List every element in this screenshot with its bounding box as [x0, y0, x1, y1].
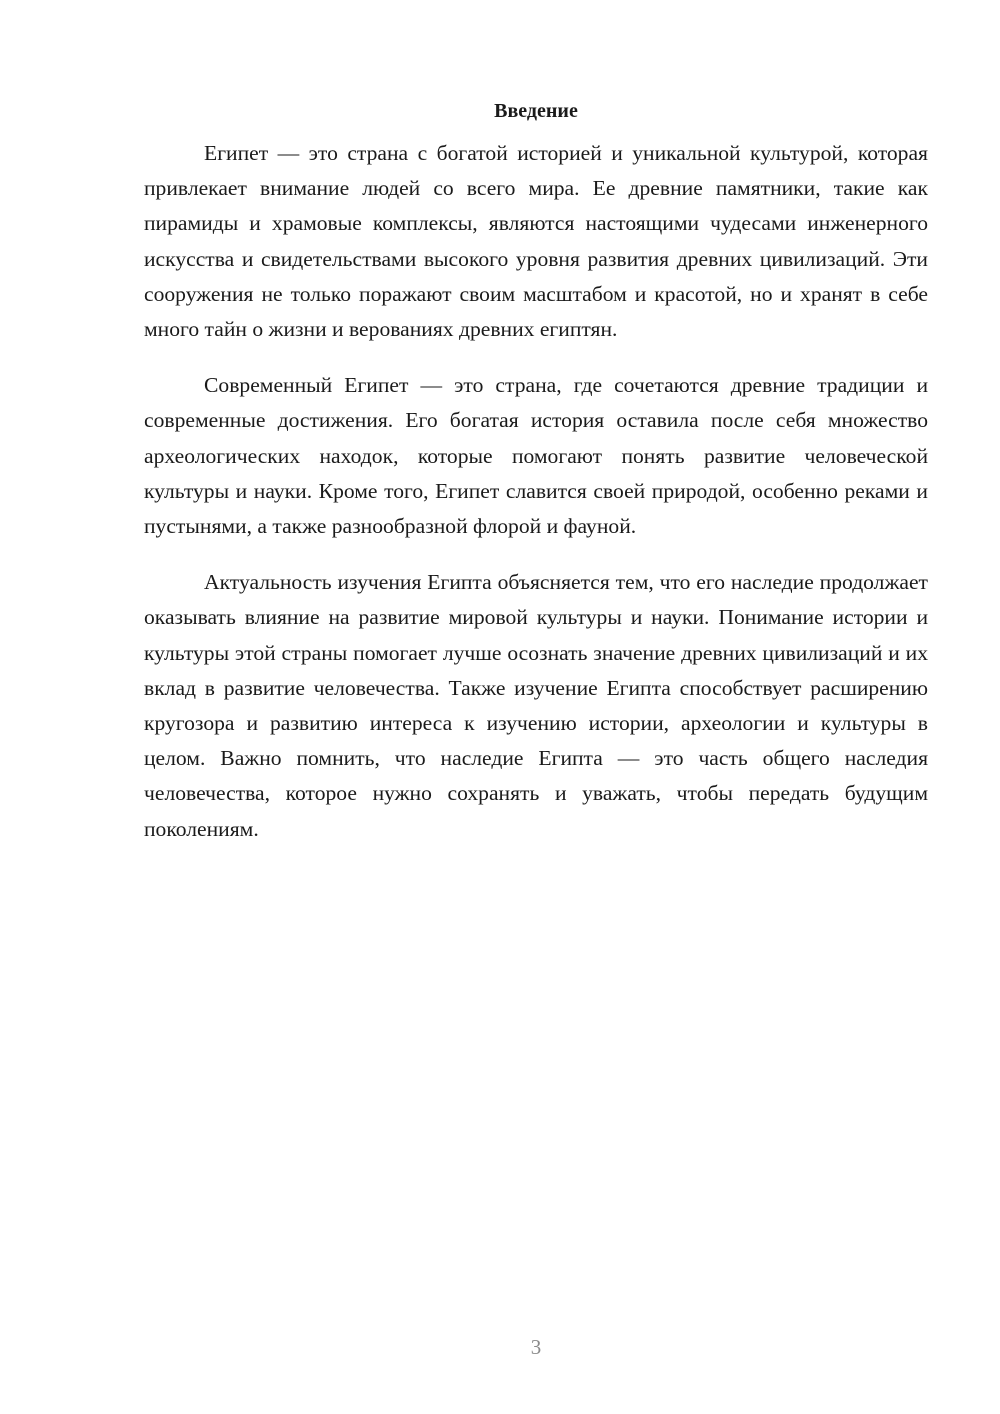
paragraph-1: Египет — это страна с богатой историей и уникальной культурой, которая привлекает внимание людей со всего мира. Ее древние памятники, такие как пирамиды и храмовые комплексы, являются настоящими чудесами инженерного искусства и свидетельствами высокого уровня развития древних цивилизаций. Эти сооружения не только поражают своим масштабом и красотой, но и хранят в себе много тайн о жизни и верованиях древних египтян.: [144, 141, 928, 342]
page-body: [144, 96, 928, 868]
page-number: 3: [530, 1335, 542, 1359]
paragraph-2: Современный Египет — это страна, где сочетаются древние традиции и современные достижения. Его богатая история оставила после себя множество археологических находок, которые помогают понять развитие человеческой культуры и науки. Кроме того, Египет славится своей природой, особенно реками и пустынями, а также разнообразной флорой и фауной.: [144, 373, 928, 539]
paragraph-3: Актуальность изучения Египта объясняется тем, что его наследие продолжает оказывать влияние на развитие мировой культуры и науки. Понимание истории и культуры этой страны помогает лучше осознать значение древних цивилизаций и их вклад в развитие человечества. Также изучение Египта способствует расширению кругозора и развитию интереса к изучению истории, археологии и культуры в целом. Важно помнить, что наследие Египта — это часть общего наследия человечества, которое нужно сохранять и уважать, чтобы передать будущим поколениям.: [144, 570, 928, 841]
section-heading: Введение: [494, 100, 578, 122]
